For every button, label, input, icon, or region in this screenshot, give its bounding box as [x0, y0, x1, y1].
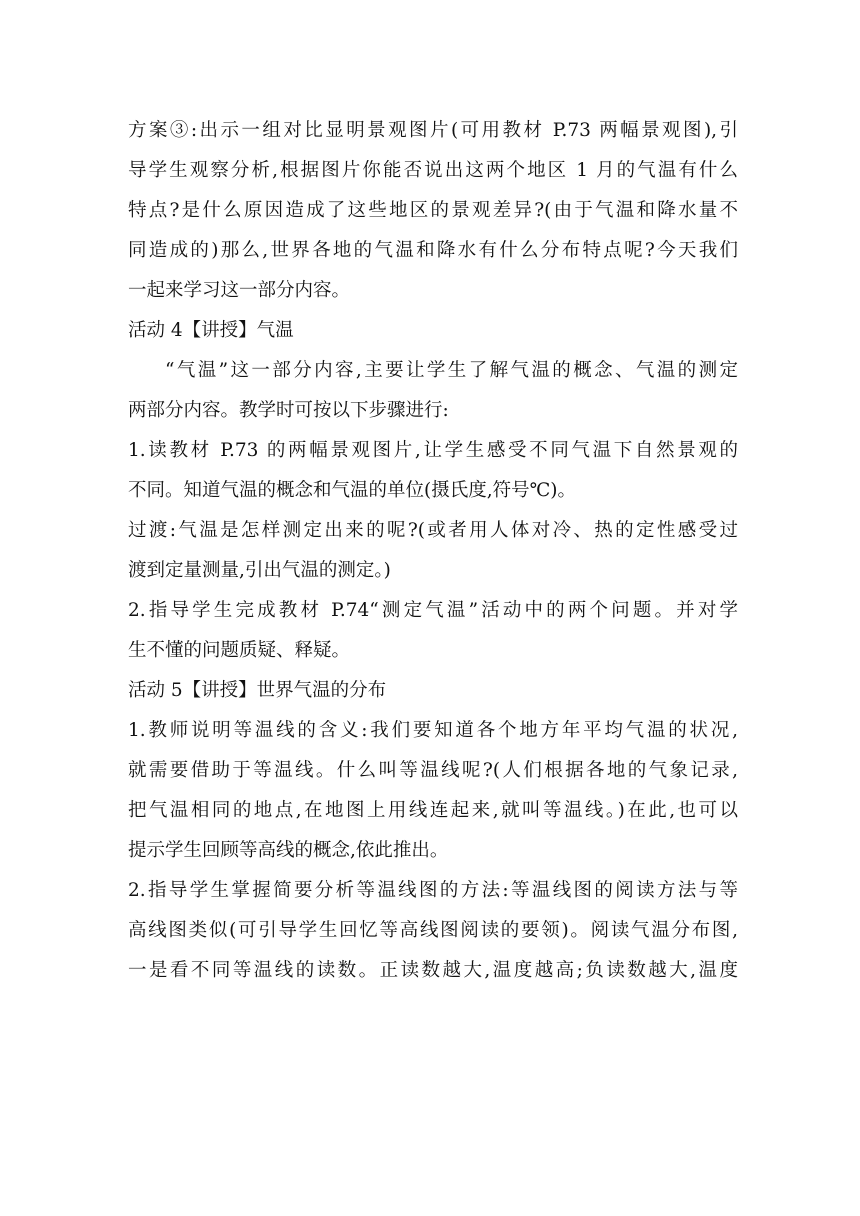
text-line: 生不懂的问题质疑、释疑。 [128, 640, 351, 661]
section-heading: 活动 4【讲授】气温 [128, 320, 294, 341]
text-line: 两部分内容。教学时可按以下步骤进行: [128, 400, 449, 421]
text-line: 不同。知道气温的概念和气温的单位(摄氏度,符号℃)。 [128, 480, 577, 501]
text-line: 导学生观察分析,根据图片你能否说出这两个地区 1 月的气温有什么 [128, 160, 738, 181]
text-line: 高线图类似(可引导学生回忆等高线图阅读的要领)。阅读气温分布图, [128, 920, 738, 941]
text-line: 2.指导学生掌握简要分析等温线图的方法:等温线图的阅读方法与等 [128, 880, 738, 901]
text-line: 1.读教材 P.73 的两幅景观图片,让学生感受不同气温下自然景观的 [128, 440, 738, 461]
text-line: 同造成的)那么,世界各地的气温和降水有什么分布特点呢?今天我们 [128, 240, 738, 261]
section-heading: 活动 5【讲授】世界气温的分布 [128, 680, 387, 701]
text-line: 特点?是什么原因造成了这些地区的景观差异?(由于气温和降水量不 [128, 200, 738, 221]
text-line: 渡到定量测量,引出气温的测定。) [128, 560, 391, 581]
text-line: 方案③:出示一组对比显明景观图片(可用教材 P.73 两幅景观图),引 [128, 120, 738, 141]
text-line: 把气温相同的地点,在地图上用线连起来,就叫等温线。)在此,也可以 [128, 800, 738, 821]
text-line: 就需要借助于等温线。什么叫等温线呢?(人们根据各地的气象记录, [128, 760, 738, 781]
text-line: 一起来学习这一部分内容。 [128, 280, 351, 301]
text-line: 过渡:气温是怎样测定出来的呢?(或者用人体对冷、热的定性感受过 [128, 520, 738, 541]
text-line: 1.教师说明等温线的含义:我们要知道各个地方年平均气温的状况, [128, 720, 738, 741]
text-line: 2.指导学生完成教材 P.74“测定气温”活动中的两个问题。并对学 [128, 600, 738, 621]
document-body [128, 111, 738, 991]
text-line: 提示学生回顾等高线的概念,依此推出。 [128, 840, 449, 861]
text-line: “气温”这一部分内容,主要让学生了解气温的概念、气温的测定 [165, 360, 738, 381]
text-line: 一是看不同等温线的读数。正读数越大,温度越高;负读数越大,温度 [128, 960, 738, 981]
